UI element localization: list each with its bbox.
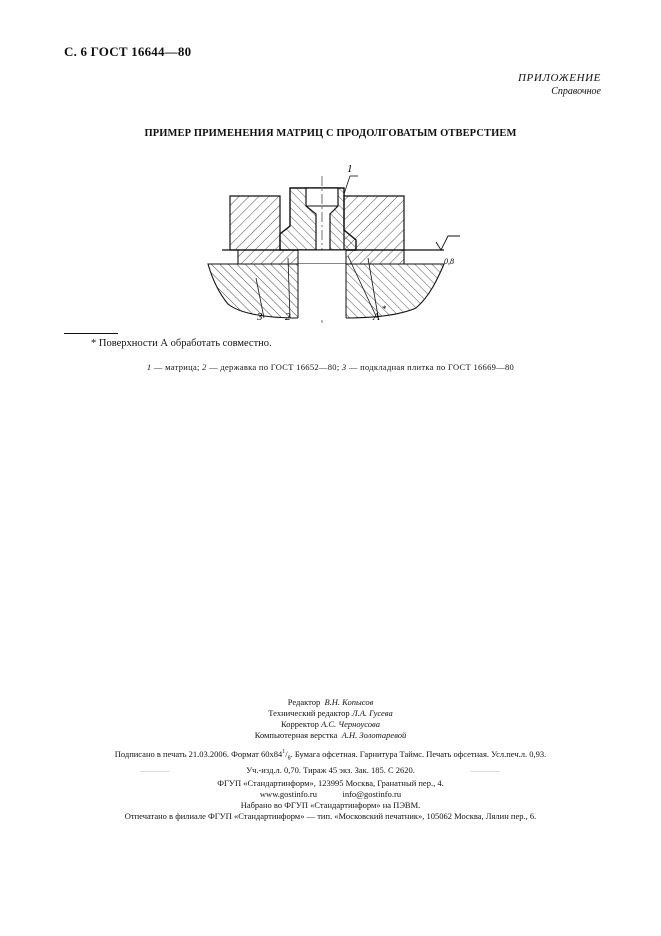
footnote: * Поверхности А обработать совместно.: [91, 338, 272, 349]
legend-num-1: 1: [146, 362, 152, 372]
credits-block: [0, 697, 661, 741]
publisher-line-1: ФГУП «Стандартинформ», 123995 Москва, Гранатный пер., 4.: [217, 778, 444, 788]
credit-editor: [0, 697, 661, 708]
print-line-2: Уч.-изд.л. 0,70. Тираж 45 экз. Зак. 185. С 2620.: [246, 764, 415, 775]
credit-name: Л.А. Гусева: [351, 708, 393, 718]
roughness-value: 0,8: [444, 257, 454, 266]
format-fraction-num: 1: [282, 749, 286, 755]
credit-role: Корректор: [281, 719, 319, 729]
page-header: С. 6 ГОСТ 16644—80: [64, 44, 192, 59]
legend-text-1: — матрица;: [151, 362, 203, 372]
separator: [470, 771, 500, 772]
legend-num-3: 3: [341, 362, 347, 372]
appendix-label: [518, 72, 601, 98]
publisher-contacts: [0, 789, 661, 800]
credit-name: В.Н. Копысов: [324, 697, 374, 707]
print-text: . Бумага офсетная. Гарнитура Таймс. Печать офсетная. Усл.печ.л. 0,93.: [290, 748, 547, 759]
credit-role: Компьютерная верстка: [254, 730, 338, 740]
publisher-info: [0, 778, 661, 822]
legend-text-3: — подкладная плитка по ГОСТ 16669—80: [346, 362, 515, 372]
holder-left: [230, 196, 280, 250]
separator: [140, 771, 170, 772]
label-1: 1: [347, 163, 353, 175]
label-2: 2: [285, 311, 291, 323]
label-a-mark: *: [382, 304, 387, 314]
roughness-symbol: [436, 236, 460, 250]
credit-corrector: [0, 719, 661, 730]
legend-text-2: — державка по ГОСТ 16652—80;: [206, 362, 342, 372]
legend-num-2: 2: [202, 362, 207, 372]
credit-role: Технический редактор: [268, 708, 350, 718]
technical-drawing: [198, 158, 468, 326]
credit-name: А.Н. Золотаревой: [341, 730, 407, 740]
print-text: Подписано в печать 21.03.2006. Формат 60x84: [114, 748, 283, 759]
publisher-email: info@gostinfo.ru: [342, 789, 402, 799]
credit-layout: [0, 730, 661, 741]
appendix-subtitle: Справочное: [551, 86, 601, 97]
figure-title: ПРИМЕР ПРИМЕНЕНИЯ МАТРИЦ С ПРОДОЛГОВАТЫМ ОТВЕРСТИЕМ: [144, 128, 517, 139]
publisher-line-3: Набрано во ФГУП «Стандартинформ» на ПЭВМ.: [240, 800, 421, 810]
print-info: [0, 747, 661, 776]
label-a: А: [373, 311, 380, 323]
footnote-rule: [64, 333, 118, 334]
publisher-web: www.gostinfo.ru: [259, 789, 317, 799]
credit-tech-editor: [0, 708, 661, 719]
credit-role: Редактор: [287, 697, 321, 707]
publisher-line-4: Отпечатано в филиале ФГУП «Стандартинформ» — тип. «Московский печатник», 105062 Москва, Лялин пер., 6.: [124, 811, 537, 821]
figure-legend: [0, 362, 661, 372]
print-line-1: Подписано в печать 21.03.2006. Формат $60x84^1/_8$. Бумага офсетная. Гарнитура Таймс. Печать офсетная. Усл.печ.л. 0,93.: [114, 748, 547, 762]
appendix-title: ПРИЛОЖЕНИЕ: [518, 72, 601, 84]
credit-name: А.С. Черноусова: [321, 719, 380, 729]
format-fraction-den: 8: [287, 755, 291, 762]
label-3: 3: [257, 311, 263, 323]
